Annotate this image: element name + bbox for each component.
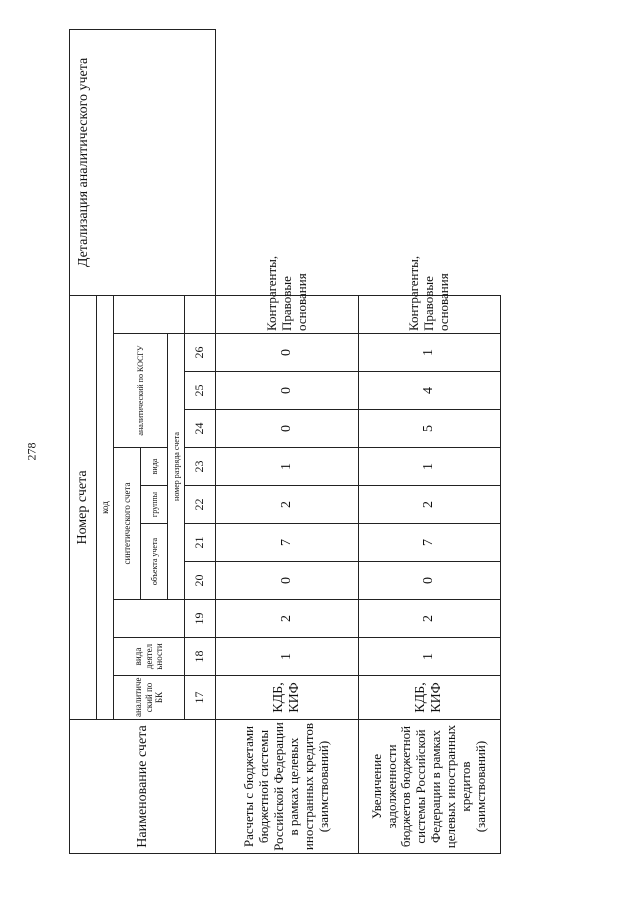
digit-number-header: номер разряда счета — [168, 334, 185, 600]
row-1-d26: 0 — [216, 334, 358, 372]
row-2-d26: 1 — [358, 334, 500, 372]
digit-19: 19 — [185, 600, 216, 638]
digit-23: 23 — [185, 448, 216, 486]
kind-header: вида — [141, 448, 168, 486]
analytic-bk-header: аналитиче ский по БК — [113, 676, 184, 720]
empty-header-26 — [113, 295, 184, 333]
digit-22: 22 — [185, 486, 216, 524]
activity-type-header: вида деятел ьности — [113, 638, 184, 676]
page-number: 278 — [24, 442, 39, 461]
row-1-d18: 1 — [216, 638, 358, 676]
row-2-d18: 1 — [358, 638, 500, 676]
empty-header-19 — [113, 600, 184, 638]
object-header: объекта учета — [141, 524, 168, 600]
row-1-d20: 0 — [216, 562, 358, 600]
table-row — [216, 29, 358, 853]
row-1-d23: 1 — [216, 448, 358, 486]
account-table — [69, 29, 501, 854]
digit-24: 24 — [185, 410, 216, 448]
row-2-d24: 5 — [358, 410, 500, 448]
analytic-kosgu-header: аналитический по КОСГУ — [113, 334, 167, 448]
row-1-d22: 2 — [216, 486, 358, 524]
detail-column-header: Детализация аналитического учета — [70, 29, 216, 295]
account-number-header: Номер счета — [70, 295, 97, 719]
digit-26: 26 — [185, 334, 216, 372]
account-table-wrapper — [69, 57, 501, 854]
row-1-d21: 7 — [216, 524, 358, 562]
row-2-d23: 1 — [358, 448, 500, 486]
digit-17: 17 — [185, 676, 216, 720]
digit-21: 21 — [185, 524, 216, 562]
row-2-bk: КДБ, КИФ — [358, 676, 500, 720]
synthetic-account-header: синтетического счета — [113, 448, 140, 600]
name-column-header: Наименование счета — [70, 720, 216, 854]
row-2-d19: 2 — [358, 600, 500, 638]
row-2-detail: Контрагенты, Правовые основания — [358, 295, 500, 333]
row-1-d19: 2 — [216, 600, 358, 638]
row-1-detail: Контрагенты, Правовые основания — [216, 295, 358, 333]
digit-20: 20 — [185, 562, 216, 600]
row-2-name: Увеличение задолженности бюджетов бюджетной системы Российской Федерации в рамках целевых иностранных кредитов (заимствований) — [358, 720, 500, 854]
row-2-d22: 2 — [358, 486, 500, 524]
digit-18: 18 — [185, 638, 216, 676]
group-header: группы — [141, 486, 168, 524]
row-1-d24: 0 — [216, 410, 358, 448]
row-2-d20: 0 — [358, 562, 500, 600]
code-header: код — [97, 295, 114, 719]
row-2-d21: 7 — [358, 524, 500, 562]
table-row — [358, 29, 500, 853]
row-1-d25: 0 — [216, 372, 358, 410]
row-1-bk: КДБ, КИФ — [216, 676, 358, 720]
row-2-d25: 4 — [358, 372, 500, 410]
row-1-name: Расчеты с бюджетами бюджетной системы Российской Федерации в рамках целевых иностранных кредитов (заимствований) — [216, 720, 358, 854]
digit-25: 25 — [185, 372, 216, 410]
